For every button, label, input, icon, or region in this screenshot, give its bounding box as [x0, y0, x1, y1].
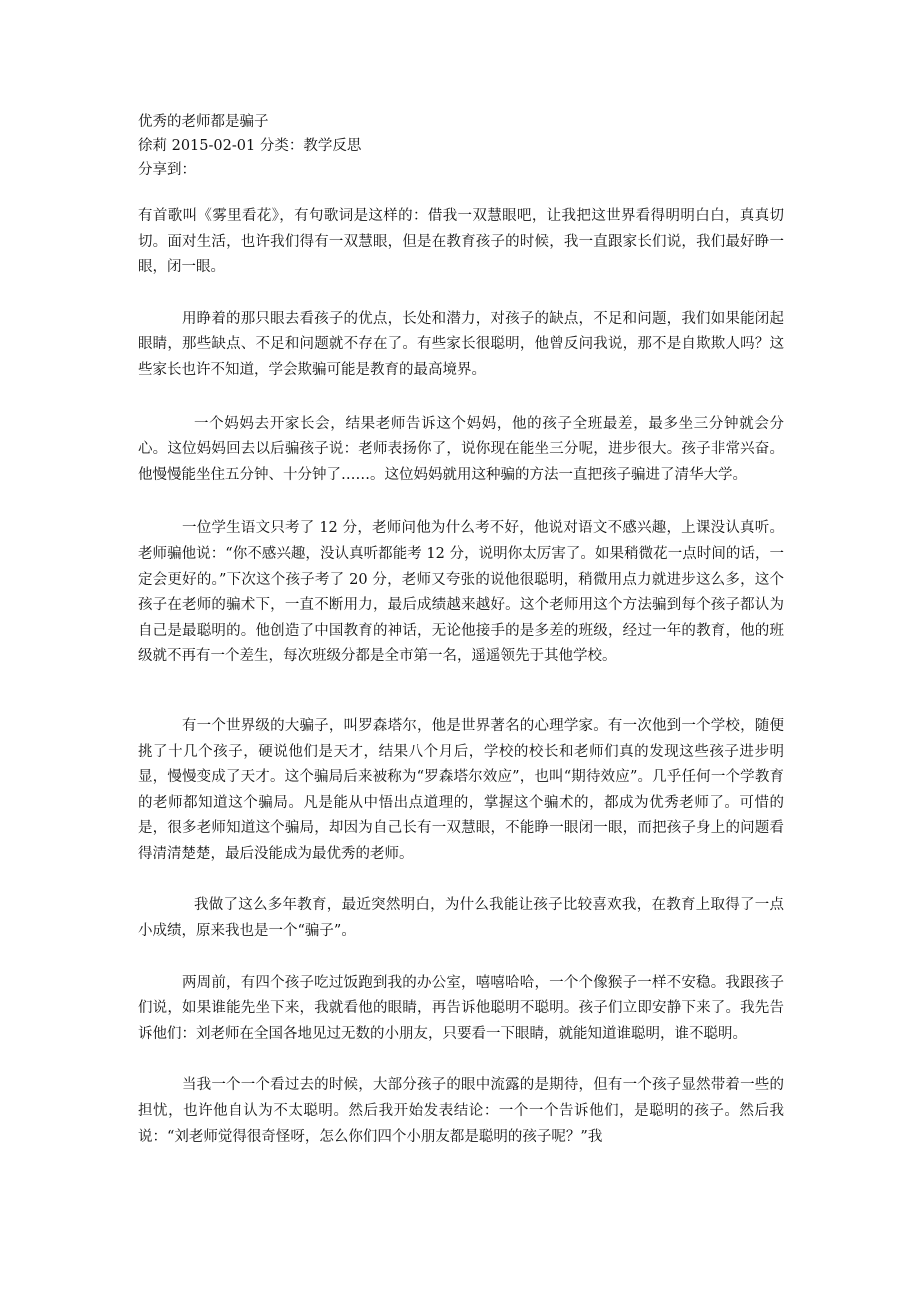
article [138, 110, 784, 1150]
paragraph-5: 有一个世界级的大骗子，叫罗森塔尔，他是世界著名的心理学家。有一次他到一个学校，随便挑了十几个孩子，硬说他们是天才，结果八个月后，学校的校长和老师们真的发现这些孩子进步明显，慢慢变成了天才。这个骗局后来被称为“罗森塔尔效应”，也叫“期待效应”。几乎任何一个学教育的老师都知道这个骗局。凡是能从中悟出点道理的，掌握这个骗术的，都成为优秀老师了。可惜的是，很多老师知道这个骗局，却因为自己长有一双慧眼，不能睁一眼闭一眼，而把孩子身上的问题看得清清楚楚，最后没能成为最优秀的老师。 [138, 717, 784, 862]
paragraph-1: 有首歌叫《雾里看花》，有句歌词是这样的：借我一双慧眼吧，让我把这世界看得明明白白，真真切切。面对生活，也许我们得有一双慧眼，但是在教育孩子的时候，我一直跟家长们说，我们最好睁一眼，闭一眼。 [138, 208, 784, 276]
paragraph-2: 用睁着的那只眼去看孩子的优点，长处和潜力，对孩子的缺点，不足和问题，我们如果能闭起眼睛，那些缺点、不足和问题就不存在了。有些家长很聪明，他曾反问我说，那不是自欺欺人吗？这些家长也许不知道，学会欺骗可能是教育的最高境界。 [138, 310, 784, 378]
article-title: 优秀的老师都是骗子 [138, 114, 269, 130]
paragraph-7: 两周前，有四个孩子吃过饭跑到我的办公室，嘻嘻哈哈，一个个像猴子一样不安稳。我跟孩子们说，如果谁能先坐下来，我就看他的眼睛，再告诉他聪明不聪明。孩子们立即安静下来了。我先告诉他们：刘老师在全国各地见过无数的小朋友，只要看一下眼睛，就能知道谁聪明，谁不聪明。 [138, 974, 784, 1042]
paragraph-4: 一位学生语文只考了 12 分，老师问他为什么考不好，他说对语文不感兴趣，上课没认真听。老师骗他说：“你不感兴趣，没认真听都能考 12 分，说明你太厉害了。如果稍微花一点时间的话，一定会更好的。”下次这个孩子考了 20 分，老师又夸张的说他很聪明，稍微用点力就进步这么多，这个孩子在老师的骗术下，一直不断用力，最后成绩越来越好。这个老师用这个方法骗到每个孩子都认为自己是最聪明的。他创造了中国教育的神话，无论他接手的是多差的班级，经过一年的教育，他的班级就不再有一个差生，每次班级分都是全市第一名，遥遥领先于其他学校。 [138, 520, 784, 665]
paragraph-6: 我做了这么多年教育，最近突然明白，为什么我能让孩子比较喜欢我，在教育上取得了一点小成绩，原来我也是一个“骗子”。 [138, 897, 784, 940]
article-meta: 徐莉 2015-02-01 分类：教学反思 [138, 138, 362, 154]
paragraph-3: 一个妈妈去开家长会，结果老师告诉这个妈妈，他的孩子全班最差，最多坐三分钟就会分心。这位妈妈回去以后骗孩子说：老师表扬你了，说你现在能坐三分呢，进步很大。孩子非常兴奋。他慢慢能坐住五分钟、十分钟了……。这位妈妈就用这种骗的方法一直把孩子骗进了清华大学。 [138, 415, 784, 483]
share-label: 分享到： [138, 162, 196, 178]
paragraph-8: 当我一个一个看过去的时候，大部分孩子的眼中流露的是期待，但有一个孩子显然带着一些的担忧，也许他自认为不太聪明。然后我开始发表结论：一个一个告诉他们，是聪明的孩子。然后我说：“刘老师觉得很奇怪呀，怎么你们四个小朋友都是聪明的孩子呢？”我 [138, 1077, 784, 1145]
